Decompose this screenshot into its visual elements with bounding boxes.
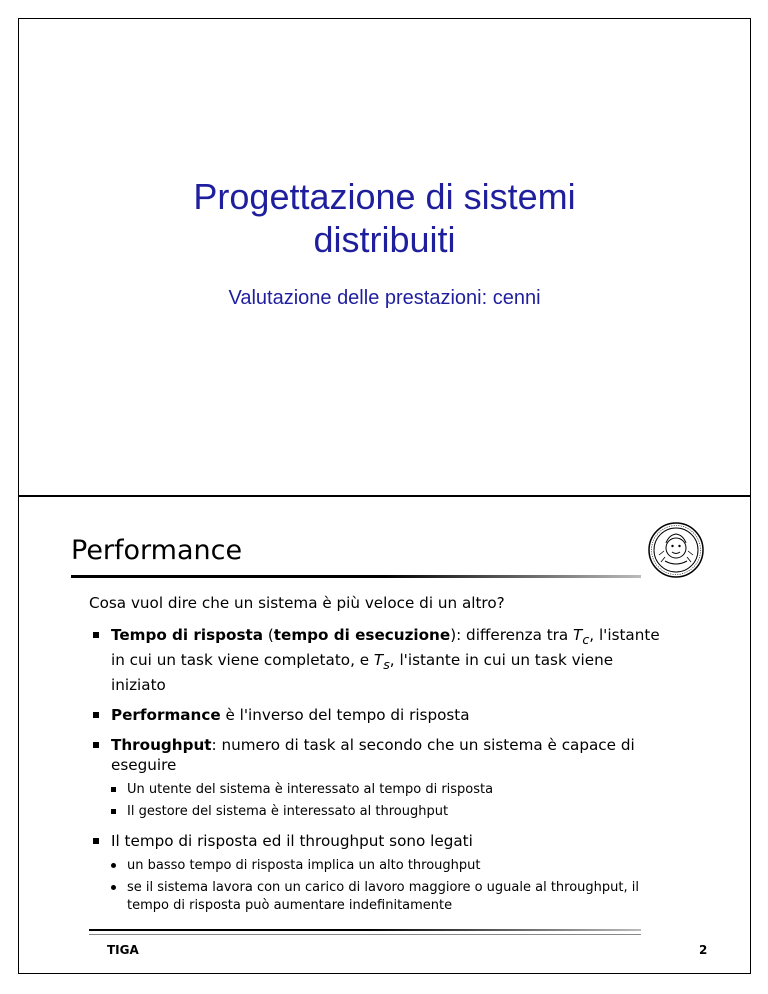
bullet-throughput: Throughput: numero di task al secondo che un sistema è capace di eseguire — [89, 735, 669, 775]
bullet-response-time: Tempo di risposta (tempo di esecuzione): differenza tra $T_c$, l'istante in cui un task viene completato, e $T_s$, l'istante in cui un task viene iniziato — [89, 625, 669, 695]
symbol-tc: $T_c$ — [573, 626, 590, 648]
footer-label: TIGA — [107, 943, 139, 957]
slide-performance — [18, 496, 751, 974]
slide-body — [89, 593, 669, 925]
relation-sublist — [89, 857, 669, 915]
sub-bullet-manager: Il gestore del sistema è interessato al throughput — [89, 803, 669, 821]
term-execution-time: tempo di esecuzione — [273, 626, 451, 644]
title-line-2: distribuiti — [313, 219, 456, 260]
bullet-relation: Il tempo di risposta ed il throughput sono legati — [89, 831, 669, 851]
lead-question: Cosa vuol dire che un sistema è più veloce di un altro? — [89, 594, 505, 612]
page-number: 2 — [699, 943, 708, 957]
bullet-performance: Performance è l'inverso del tempo di risposta — [89, 705, 669, 725]
footer-rule — [89, 929, 641, 931]
throughput-sublist — [89, 781, 669, 821]
slide-title — [18, 18, 751, 496]
slide-heading: Performance — [71, 535, 243, 566]
presentation-subtitle: Valutazione delle prestazioni: cenni — [228, 287, 541, 309]
footer-rule-thin — [89, 934, 641, 935]
term-performance: Performance — [111, 706, 221, 725]
sub-bullet-user: Un utente del sistema è interessato al tempo di risposta — [89, 781, 669, 799]
university-seal-icon — [647, 521, 705, 579]
term-response-time: Tempo di risposta — [111, 626, 264, 644]
dot-bullet-low-response: un basso tempo di risposta implica un alto throughput — [89, 857, 669, 875]
term-throughput: Throughput — [111, 736, 212, 755]
presentation-title — [19, 175, 750, 261]
symbol-ts: $T_s$ — [373, 651, 390, 673]
dot-bullet-load: se il sistema lavora con un carico di lavoro maggiore o uguale al throughput, il tempo di risposta può aumentare indefinitamente — [89, 879, 669, 915]
title-line-1: Progettazione di sistemi — [193, 176, 576, 217]
title-underline — [71, 575, 641, 578]
